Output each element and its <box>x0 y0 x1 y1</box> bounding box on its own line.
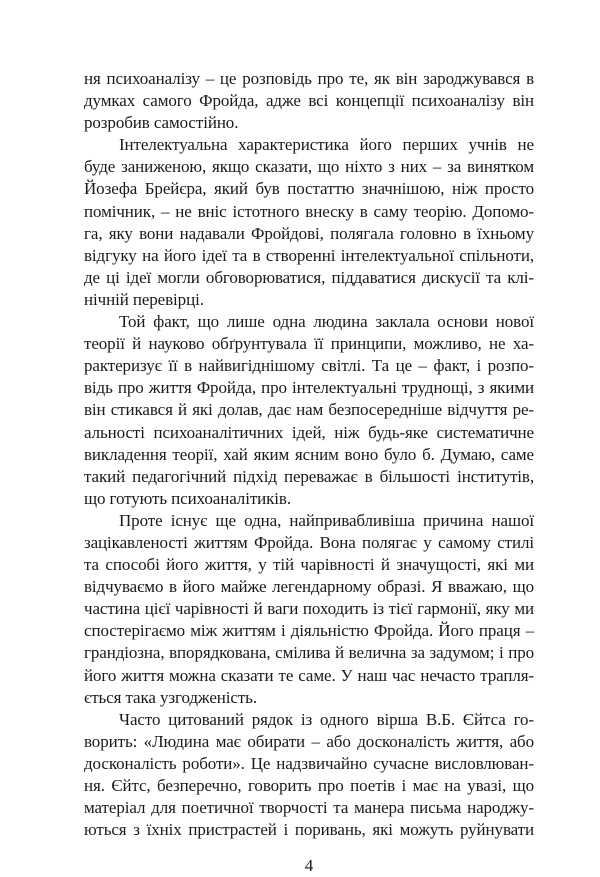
text-line: помічник, – не вніс істотного внеску в саму теорію. Допомо- <box>84 201 534 221</box>
paragraph <box>84 510 534 709</box>
text-line: зацікавленості життям Фройда. Вона полягає у самому стилі <box>84 532 534 552</box>
text-line: рактеризує її в найвигіднішому світлі. Та це – факт, і розпо- <box>84 356 534 376</box>
text-line: Проте існує ще одна, найпривабливіша причина нашої <box>119 510 534 530</box>
text-line: нічній перевірці. <box>84 289 204 309</box>
text-line: Часто цитований рядок із одного вірша В.Б. Єйтса го- <box>119 709 534 729</box>
text-line: викладення теорії, хай яким ясним воно було б. Думаю, саме <box>84 444 534 464</box>
text-line: думках самого Фройда, адже всі концепції психоаналізу він <box>84 91 534 111</box>
paragraph <box>84 134 534 311</box>
text-line: Йозефа Брейєра, який був постаттю значнішою, ніж просто <box>84 179 534 199</box>
page-body <box>84 68 534 841</box>
text-line: Той факт, що лише одна людина заклала основи нової <box>119 312 534 332</box>
text-line: такий педагогічний підхід переважає в більшості інститутів, <box>84 466 534 486</box>
text-line: буде заниженою, якщо сказати, що ніхто з них – за винятком <box>84 157 534 177</box>
text-line: ються з їхніх пристрастей і поривань, які можуть руйнувати <box>84 820 534 840</box>
text-line: матеріал для поетичної творчості та манера письма народжу- <box>84 798 534 818</box>
text-line: частина цієї чарівності й ваги походить із тієї гармонії, яку ми <box>84 599 534 619</box>
text-line: ня. Єйтс, безперечно, говорить про поетів і має на увазі, що <box>84 776 534 795</box>
text-line: що готують психоаналітиків. <box>84 488 292 508</box>
text-line: та способі його життя, у тій чарівності й значущості, які ми <box>84 555 534 575</box>
text-line: ється така узгодженість. <box>84 687 257 707</box>
text-line: Інтелектуальна характеристика його перших учнів не <box>119 135 534 155</box>
text-line: ворить: «Людина має обирати – або досконалість життя, або <box>84 731 534 751</box>
text-line: теорії й науково обґрунтувала її принципи, можливо, не ха- <box>84 334 534 354</box>
text-line: спостерігаємо між життям і діяльністю Фройда. Його праця – <box>84 621 534 641</box>
text-line: відчуваємо в його майже легендарному образі. Я вважаю, що <box>84 577 534 597</box>
page-number: 4 <box>304 856 314 876</box>
text-line: досконалість роботи». Це надзвичайно сучасне висловлюван- <box>84 753 534 773</box>
text-line: грандіозна, впорядкована, смілива й велична за задумом; і про <box>84 643 534 663</box>
text-line: га, яку вони надавали Фройдові, полягала головно в їхньому <box>84 223 534 243</box>
text-line: розробив самостійно. <box>84 113 239 133</box>
text-line: відгуку на його ідеї та в створенні інтелектуальної спільноти, <box>84 245 534 265</box>
text-line: його життя можна сказати те саме. У наш час нечасто трапля- <box>84 665 534 685</box>
text-line: де ці ідеї могли обговорюватися, піддаватися дискусії та клі- <box>84 267 534 287</box>
text-line: ня психоаналізу – це розповідь про те, як він зароджувався в <box>84 69 534 88</box>
text-line: альності психоаналітичних ідей, ніж будь-яке систематичне <box>84 422 534 442</box>
text-line: відь про життя Фройда, про інтелектуальні труднощі, з якими <box>84 378 534 398</box>
text-line: він стикався й які долав, дає нам безпосередніше відчуття ре- <box>84 400 534 420</box>
paragraph <box>84 311 534 510</box>
paragraph <box>84 709 534 842</box>
paragraph <box>84 68 534 134</box>
